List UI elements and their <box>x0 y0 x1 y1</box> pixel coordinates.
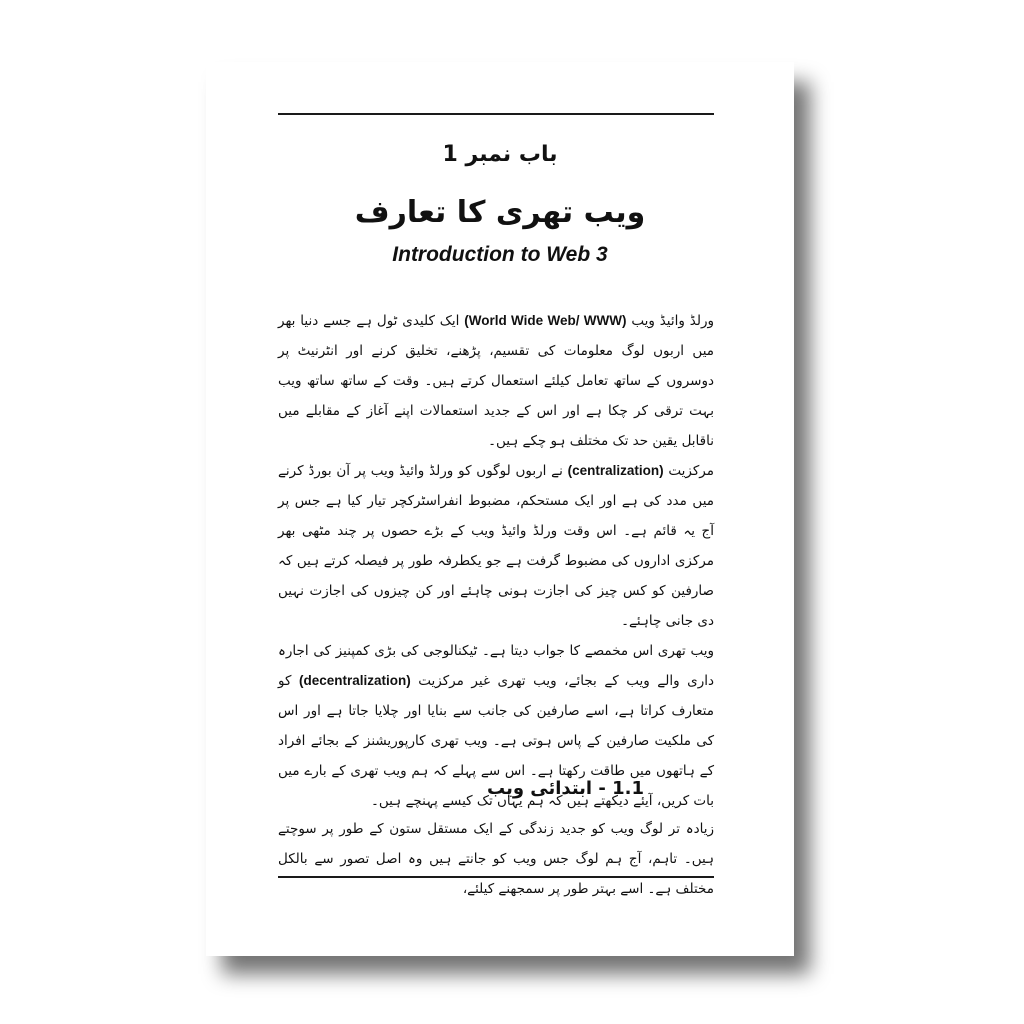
paragraph-3-after: کو متعارف کراتا ہے، اسے صارفین کی جانب سے بنایا اور چلایا جاتا ہے اور اس کی ملکیت صارفین کے پاس ہوتی ہے۔ ویب تھری کارپوریشنز کے بجائے افراد کے ہاتھوں میں طاقت رکھتا ہے۔ اس سے پہلے کہ ہم ویب تھری کے بارے میں بات کریں، آیئے دیکھتے ہیں کہ ہم یہاں تک کیسے پہنچے ہیں۔ <box>278 673 714 809</box>
top-rule <box>278 113 714 115</box>
paragraph-2-after: نے اربوں لوگوں کو ورلڈ وائیڈ ویب پر آن بورڈ کرنے میں مدد کی ہے اور ایک مستحکم، مضبوط انفراسٹرکچر تیار کیا ہے جس پر آج یہ قائم ہے۔ اس وقت ورلڈ وائیڈ ویب کے بڑے حصوں پر چند مٹھی بھر مرکزی اداروں کی مضبوط گرفت ہے جو یکطرفہ طور پر فیصلہ کرتے ہیں کہ صارفین کو کس چیز کی اجازت ہونی چاہئے اور کن چیزوں کی اجازت نہیں دی جانی چاہئے۔ <box>278 463 714 629</box>
section-text <box>278 814 714 904</box>
paragraph-1-before: ورلڈ وائیڈ ویب <box>631 313 714 329</box>
paragraph-1-after: ایک کلیدی ٹول ہے جسے دنیا بھر میں اربوں لوگ معلومات کی تقسیم، پڑھنے، تخلیق کرنے اور انٹرنیٹ پر دوسروں کے ساتھ تعامل کیلئے استعمال کرتے ہیں۔ وقت کے ساتھ ساتھ ویب بہت ترقی کر چکا ہے اور اس کے جدید استعمالات اپنے آغاز کے مقابلے میں ناقابل یقین حد تک مختلف ہو چکے ہیں۔ <box>278 313 714 449</box>
paragraph-2-term: (centralization) <box>567 463 664 478</box>
paragraph-3-before: ویب تھری اس مخمصے کا جواب دیتا ہے۔ ٹیکنالوجی کی بڑی کمپنیز کی اجارہ داری والے ویب کے بجائے، ویب تھری غیر مرکزیت <box>278 643 715 689</box>
book-page <box>206 62 794 956</box>
paragraph-2-before: مرکزیت <box>668 463 714 479</box>
bottom-rule <box>278 876 714 878</box>
paragraph-3-term: (decentralization) <box>298 673 411 688</box>
chapter-title-urdu: ویب تھری کا تعارف <box>354 195 646 230</box>
section-heading: 1.1 - ابتدائی ویب <box>487 778 644 799</box>
section-paragraph: زیادہ تر لوگ ویب کو جدید زندگی کے ایک مستقل ستون کے طور پر سوچتے ہیں۔ تاہم، آج ہم لوگ جس ویب کو جانتے ہیں وہ اصل تصور سے بالکل مختلف ہے۔ اسے بہتر طور پر سمجھنے کیلئے، <box>278 821 714 897</box>
chapter-label: باب نمبر 1 <box>442 142 558 167</box>
chapter-title-english: Introduction to Web 3 <box>392 243 608 266</box>
paragraph-2 <box>278 456 714 636</box>
paragraph-1 <box>278 306 714 456</box>
paragraph-1-term: (World Wide Web/ WWW) <box>464 313 627 328</box>
body-text <box>278 306 714 816</box>
